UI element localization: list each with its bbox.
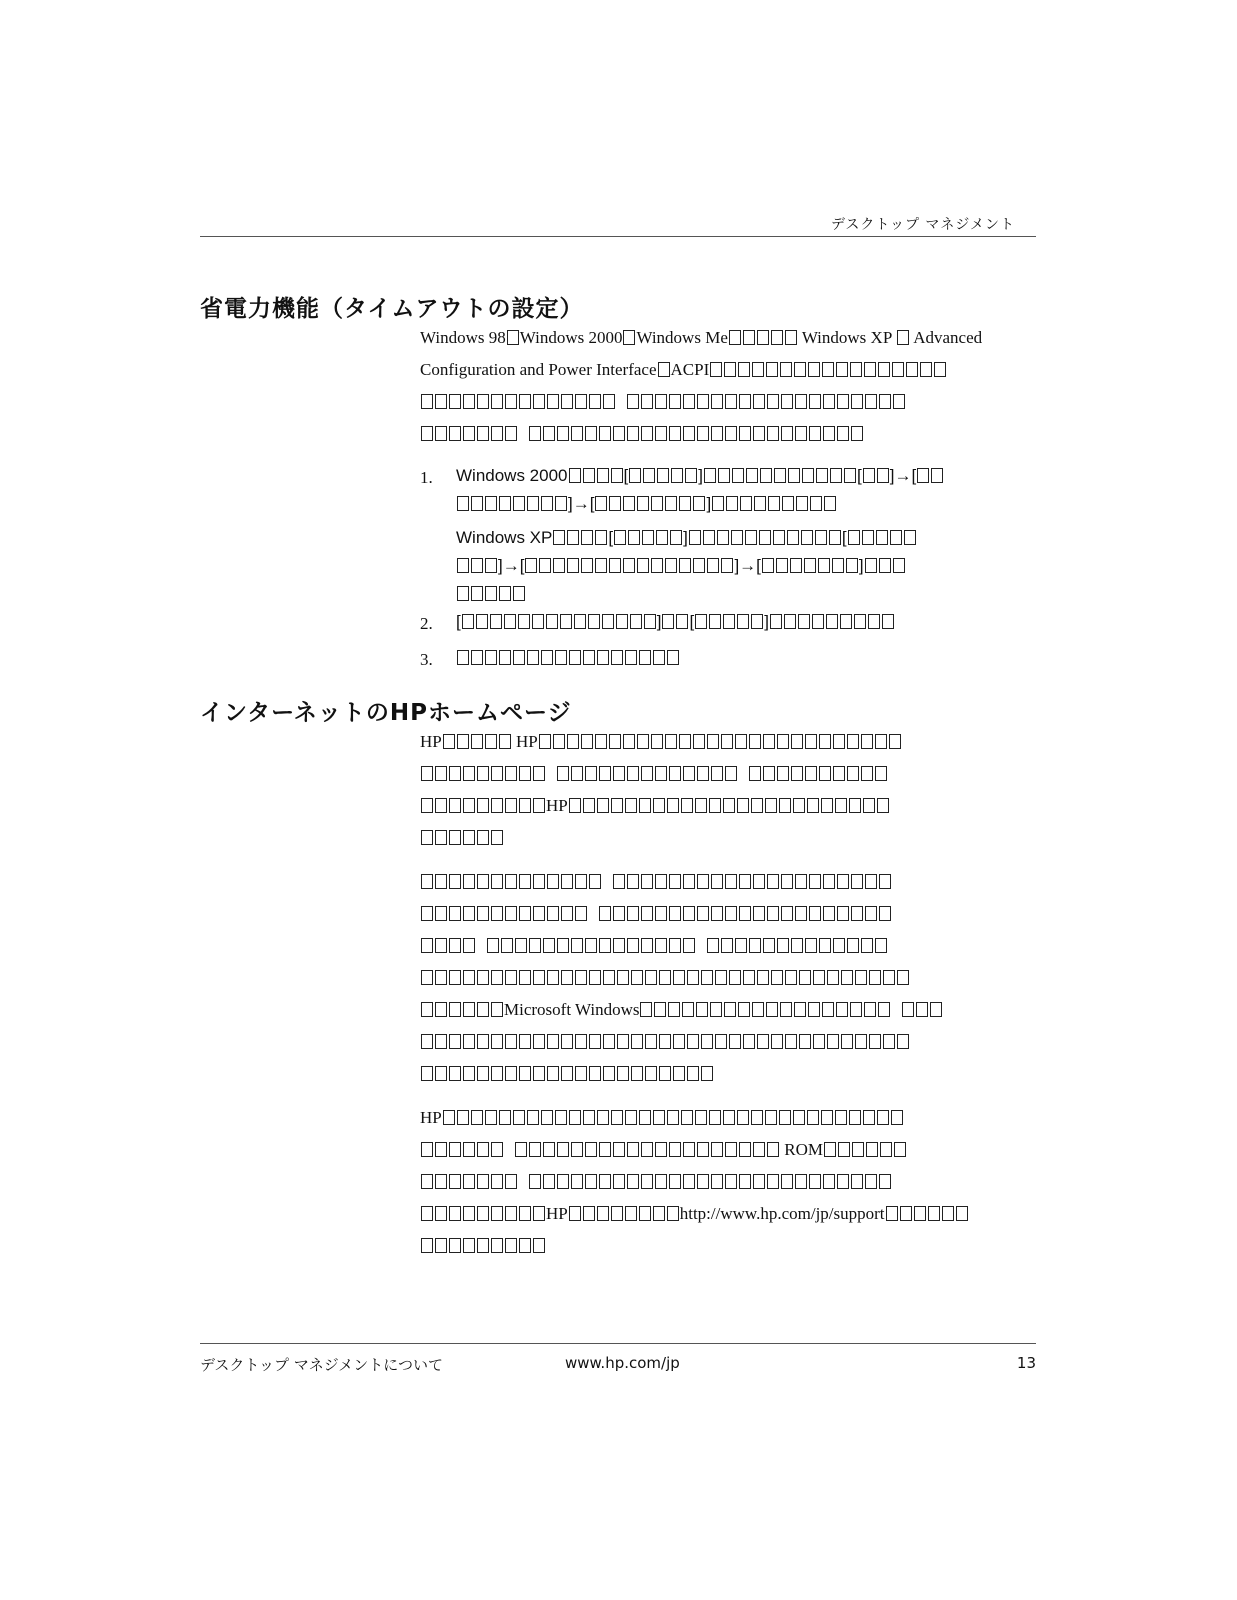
step-line: ]→[ ]→[ ] — [456, 556, 906, 576]
step-number: 3. — [420, 650, 433, 669]
paragraph-line: HP HP — [420, 732, 902, 752]
paragraph-line: Microsoft Windows — [420, 1000, 943, 1020]
step-line: [ ] [ ] — [456, 612, 895, 632]
paragraph-line — [420, 904, 892, 924]
section-heading-power: 省電力機能（タイムアウトの設定） — [200, 296, 584, 322]
paragraph-line: Configuration and Power Interface ACPI — [420, 360, 947, 380]
step-line — [456, 584, 526, 604]
paragraph-line — [420, 1172, 892, 1192]
paragraph-line — [420, 764, 888, 784]
section-heading-hp-web: インターネットのHPホームページ — [200, 700, 572, 726]
step-line: Windows XP [ ] [ — [456, 528, 917, 548]
step-number: 1. — [420, 468, 433, 487]
paragraph-line — [420, 828, 504, 848]
paragraph-line: HP — [420, 1108, 904, 1128]
paragraph-line — [420, 392, 906, 412]
step-line: ]→[ ] — [456, 494, 837, 514]
page-number: 13 — [1016, 1354, 1036, 1372]
paragraph-line — [420, 424, 864, 444]
paragraph-line — [420, 936, 888, 956]
paragraph-line: HP — [420, 796, 890, 816]
paragraph-line: Windows 98 Windows 2000 Windows Me Windows XP Advanced — [420, 328, 983, 347]
step-line — [456, 648, 680, 668]
paragraph-line — [420, 1236, 546, 1256]
running-header: デスクトップ マネジメント — [830, 217, 1015, 233]
footer-title: デスクトップ マネジメントについて — [200, 1356, 443, 1374]
support-url-link[interactable]: http://www.hp.com/jp/support — [679, 1204, 885, 1223]
paragraph-line — [420, 1032, 910, 1052]
header-rule — [200, 236, 1036, 237]
paragraph-line: HP http://www.hp.com/jp/support — [420, 1204, 969, 1224]
footer-url[interactable]: www.hp.com/jp — [565, 1354, 680, 1372]
footer-rule — [200, 1343, 1036, 1344]
paragraph-line — [420, 872, 892, 892]
step-line: Windows 2000 [ ] [ ]→[ — [456, 466, 944, 486]
paragraph-line — [420, 968, 910, 988]
paragraph-line: ROM — [420, 1140, 907, 1160]
step-number: 2. — [420, 614, 433, 633]
paragraph-line — [420, 1064, 714, 1084]
